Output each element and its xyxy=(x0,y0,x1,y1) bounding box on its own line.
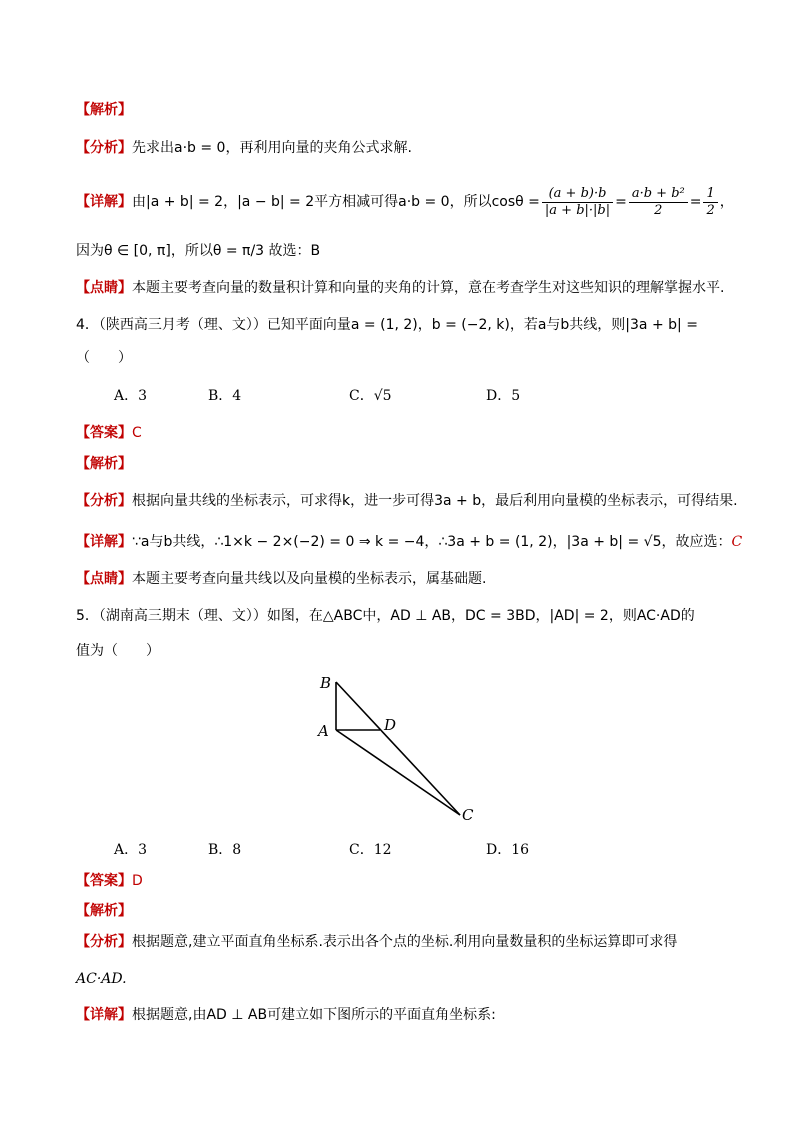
q4-fenxi-line: 【分析】根据向量共线的坐标表示，可求得k，进一步可得3a + b，最后利用向量模的坐标表示，可得结果. xyxy=(76,493,738,509)
q5-xiangjie-line: 【详解】根据题意,由AD ⊥ AB可建立如下图所示的平面直角坐标系: xyxy=(76,1007,496,1023)
q4-jiexi-heading: 【解析】 xyxy=(76,456,132,472)
q3-dianjing-line: 【点睛】本题主要考查向量的数量积计算和向量的夹角的计算，意在考查学生对这些知识的理解掌握水平. xyxy=(76,280,725,296)
segment-bc xyxy=(336,682,460,815)
q5-answer-line: 【答案】D xyxy=(76,873,143,889)
label-d: D xyxy=(384,716,397,734)
q5-stem: 5．（湖南高三期末（理、文））如图，在△ABC中，AD ⊥ AB，DC = 3BD，|AD| = 2，则AC·AD的 xyxy=(76,608,695,624)
q4-dianjing-line: 【点睛】本题主要考查向量共线以及向量模的坐标表示，属基础题. xyxy=(76,571,487,587)
q5-fenxi-line: 【分析】根据题意,建立平面直角坐标系.表示出各个点的坐标.利用向量数量积的坐标运算即可求得 xyxy=(76,934,678,950)
q4-dianjing-text: 本题主要考查向量共线以及向量模的坐标表示，属基础题. xyxy=(132,571,487,587)
q4-xiangjie-text: ∵a与b共线，∴1×k − 2×(−2) = 0 ⇒ k = −4，∴3a + b = (1, 2)，|3a + b| = √5，故应选： xyxy=(132,534,732,550)
q5-fenxi-text: 根据题意,建立平面直角坐标系.表示出各个点的坐标.利用向量数量积的坐标运算即可求得 xyxy=(132,934,678,950)
q4-stem: 4．（陕西高三月考（理、文））已知平面向量a = (1, 2)，b = (−2, k)，若a与b共线，则|3a + b| = xyxy=(76,317,698,333)
q4-answer: C xyxy=(132,425,142,441)
q3-jiexi-heading: 【解析】 xyxy=(76,102,132,118)
q4-option-b: B．4 xyxy=(208,388,242,404)
q3-conclusion-line: 因为θ ∈ [0, π]，所以θ = π/3 故选：B xyxy=(76,243,321,259)
label-b: B xyxy=(320,674,332,692)
q4-option-d: D．5 xyxy=(486,388,521,404)
q5-xiangjie-text: 根据题意,由AD ⊥ AB可建立如下图所示的平面直角坐标系: xyxy=(132,1007,496,1023)
q5-option-b: B．8 xyxy=(208,842,242,858)
q3-xiangjie-text: 由|a + b| = 2，|a − b| = 2平方相减可得a·b = 0，所以cosθ = xyxy=(132,194,540,210)
q5-option-d: D．16 xyxy=(486,842,530,858)
label-c: C xyxy=(462,806,474,824)
q5-fenxi-line-2: AC·AD. xyxy=(76,971,127,987)
q5-stem-2: 值为（ ） xyxy=(76,643,160,659)
q3-fraction-1: $\frac{(a + b)\cdot b}{|a + b|\cdot|b|}$ xyxy=(542,186,613,219)
triangle-figure xyxy=(300,670,500,830)
q4-answer-line: 【答案】C xyxy=(76,425,142,441)
q3-dianjing-text: 本题主要考查向量的数量积计算和向量的夹角的计算，意在考查学生对这些知识的理解掌握水平. xyxy=(132,280,725,296)
q4-options xyxy=(76,385,754,407)
q4-xiangjie-line: 【详解】∵a与b共线，∴1×k − 2×(−2) = 0 ⇒ k = −4，∴3a + b = (1, 2)，|3a + b| = √5，故应选：C xyxy=(76,534,743,550)
q3-fenxi-text: 先求出a·b = 0，再利用向量的夹角公式求解. xyxy=(132,140,412,156)
segment-ac xyxy=(336,730,460,815)
q3-fraction-3: $\frac{1}{2}$ xyxy=(703,186,717,219)
q4-xiangjie-answer: C xyxy=(731,534,743,550)
q5-answer: D xyxy=(132,873,143,889)
q5-jiexi-heading: 【解析】 xyxy=(76,903,132,919)
q3-xiangjie-line: 【详解】由|a + b| = 2，|a − b| = 2平方相减可得a·b = 0，所以cosθ = $\frac{(a + b)\cdot b}{|a + b|\cdot|b|}$ = $\frac{\text{a·b + b²}}{2}$ = $\frac{1}{2}$ ， xyxy=(76,185,734,218)
label-a: A xyxy=(318,722,329,740)
q4-option-c: C．√5 xyxy=(349,388,392,404)
q3-fraction-2: $\frac{\text{a·b + b²}}{2}$ xyxy=(629,186,688,219)
q5-option-a: A．3 xyxy=(114,842,148,858)
q4-option-a: A．3 xyxy=(114,388,148,404)
q4-fenxi-text: 根据向量共线的坐标表示，可求得k，进一步可得3a + b，最后利用向量模的坐标表示，可得结果. xyxy=(132,493,738,509)
q4-paren: （ ） xyxy=(76,350,132,366)
q5-option-c: C．12 xyxy=(349,842,392,858)
q5-options xyxy=(76,839,754,861)
q3-fenxi-line: 【分析】先求出a·b = 0，再利用向量的夹角公式求解. xyxy=(76,140,412,156)
